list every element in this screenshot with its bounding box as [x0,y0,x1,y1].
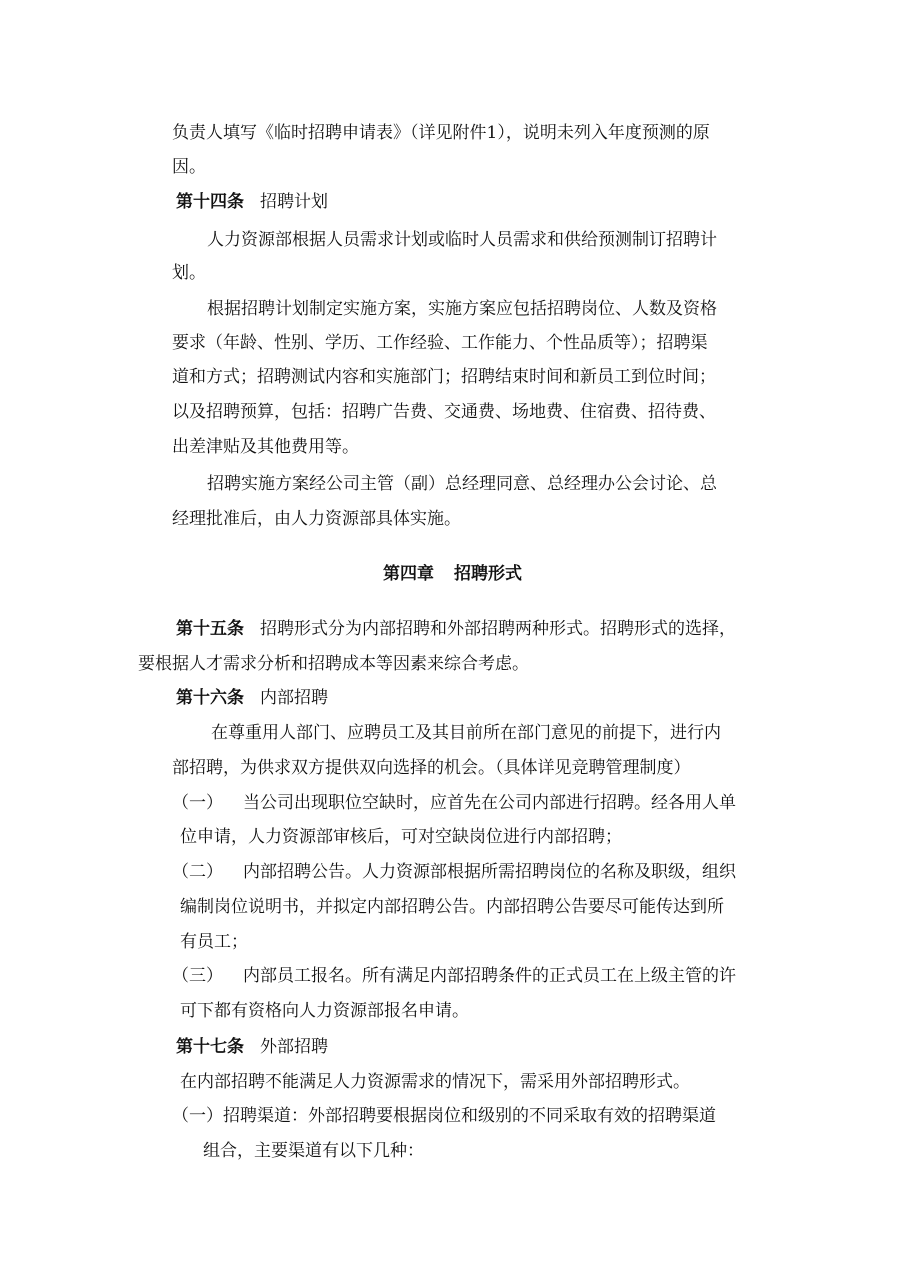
paragraph-line: （一）招聘渠道：外部招聘要根据岗位和级别的不同采取有效的招聘渠道 [172,1106,716,1126]
paragraph-line: 经理批准后，由人力资源部具体实施。 [172,509,461,529]
paragraph-line: 出差津贴及其他费用等。 [172,437,359,457]
paragraph-line: 部招聘，为供求双方提供双向选择的机会。（具体详见竞聘管理制度） [172,758,691,778]
paragraph-line: 位申请，人力资源部审核后，可对空缺岗位进行内部招聘； [180,827,622,847]
paragraph-line: 要求（年龄、性别、学历、工作经验、工作能力、个性品质等）；招聘渠 [172,333,708,353]
list-item-1 [172,791,736,815]
paragraph-line: 以及招聘预算，包括：招聘广告费、交通费、场地费、住宿费、招待费、 [172,402,716,422]
paragraph-line: 招聘实施方案经公司主管（副）总经理同意、总经理办公会讨论、总 [207,474,717,494]
paragraph-line: 人力资源部根据人员需求计划或临时人员需求和供给预测制订招聘计 [207,230,717,250]
chapter-4-title: 招聘形式 [454,564,522,584]
paragraph-line: 负责人填写《临时招聘申请表》（详见附件1），说明未列入年度预测的原 [172,123,710,143]
article-14-heading [176,190,328,214]
paragraph-line: 因。 [172,157,206,177]
article-14-number: 第十四条 [176,192,244,212]
paragraph-line: 划。 [172,263,206,283]
list-item-3-text: 内部员工报名。所有满足内部招聘条件的正式员工在上级主管的许 [243,966,736,986]
list-item-2-number: （二） [172,862,223,882]
list-item-1-number: （一） [172,793,223,813]
paragraph-line: 在内部招聘不能满足人力资源需求的情况下，需采用外部招聘形式。 [180,1072,690,1092]
article-15-heading [176,617,736,641]
paragraph-line: 可下都有资格向人力资源部报名申请。 [180,1001,469,1021]
chapter-4-heading [383,562,522,586]
list-item-1-text: 当公司出现职位空缺时，应首先在公司内部进行招聘。经各用人单 [243,793,736,813]
article-17-title: 外部招聘 [260,1037,328,1057]
list-item-3 [172,964,736,988]
article-16-number: 第十六条 [176,688,244,708]
list-item-2-text: 内部招聘公告。人力资源部根据所需招聘岗位的名称及职级，组织 [243,862,736,882]
paragraph-line: 要根据人才需求分析和招聘成本等因素来综合考虑。 [138,654,529,674]
list-item-3-number: （三） [172,966,223,986]
article-15-text: 招聘形式分为内部招聘和外部招聘两种形式。招聘形式的选择， [260,619,736,639]
paragraph-line: 根据招聘计划制定实施方案，实施方案应包括招聘岗位、人数及资格 [207,299,717,319]
list-item-2 [172,860,736,884]
paragraph-line: 组合，主要渠道有以下几种： [203,1141,424,1161]
paragraph-line: 在尊重用人部门、应聘员工及其目前所在部门意见的前提下，进行内 [211,723,721,743]
paragraph-line: 编制岗位说明书，并拟定内部招聘公告。内部招聘公告要尽可能传达到所 [180,897,724,917]
paragraph-line: 有员工； [180,932,248,952]
article-15-number: 第十五条 [176,619,244,639]
article-17-number: 第十七条 [176,1037,244,1057]
article-16-heading [176,686,328,710]
article-17-heading [176,1035,328,1059]
chapter-4-number: 第四章 [383,564,434,584]
article-14-title: 招聘计划 [260,192,328,212]
paragraph-line: 道和方式；招聘测试内容和实施部门；招聘结束时间和新员工到位时间； [172,367,716,387]
article-16-title: 内部招聘 [260,688,328,708]
